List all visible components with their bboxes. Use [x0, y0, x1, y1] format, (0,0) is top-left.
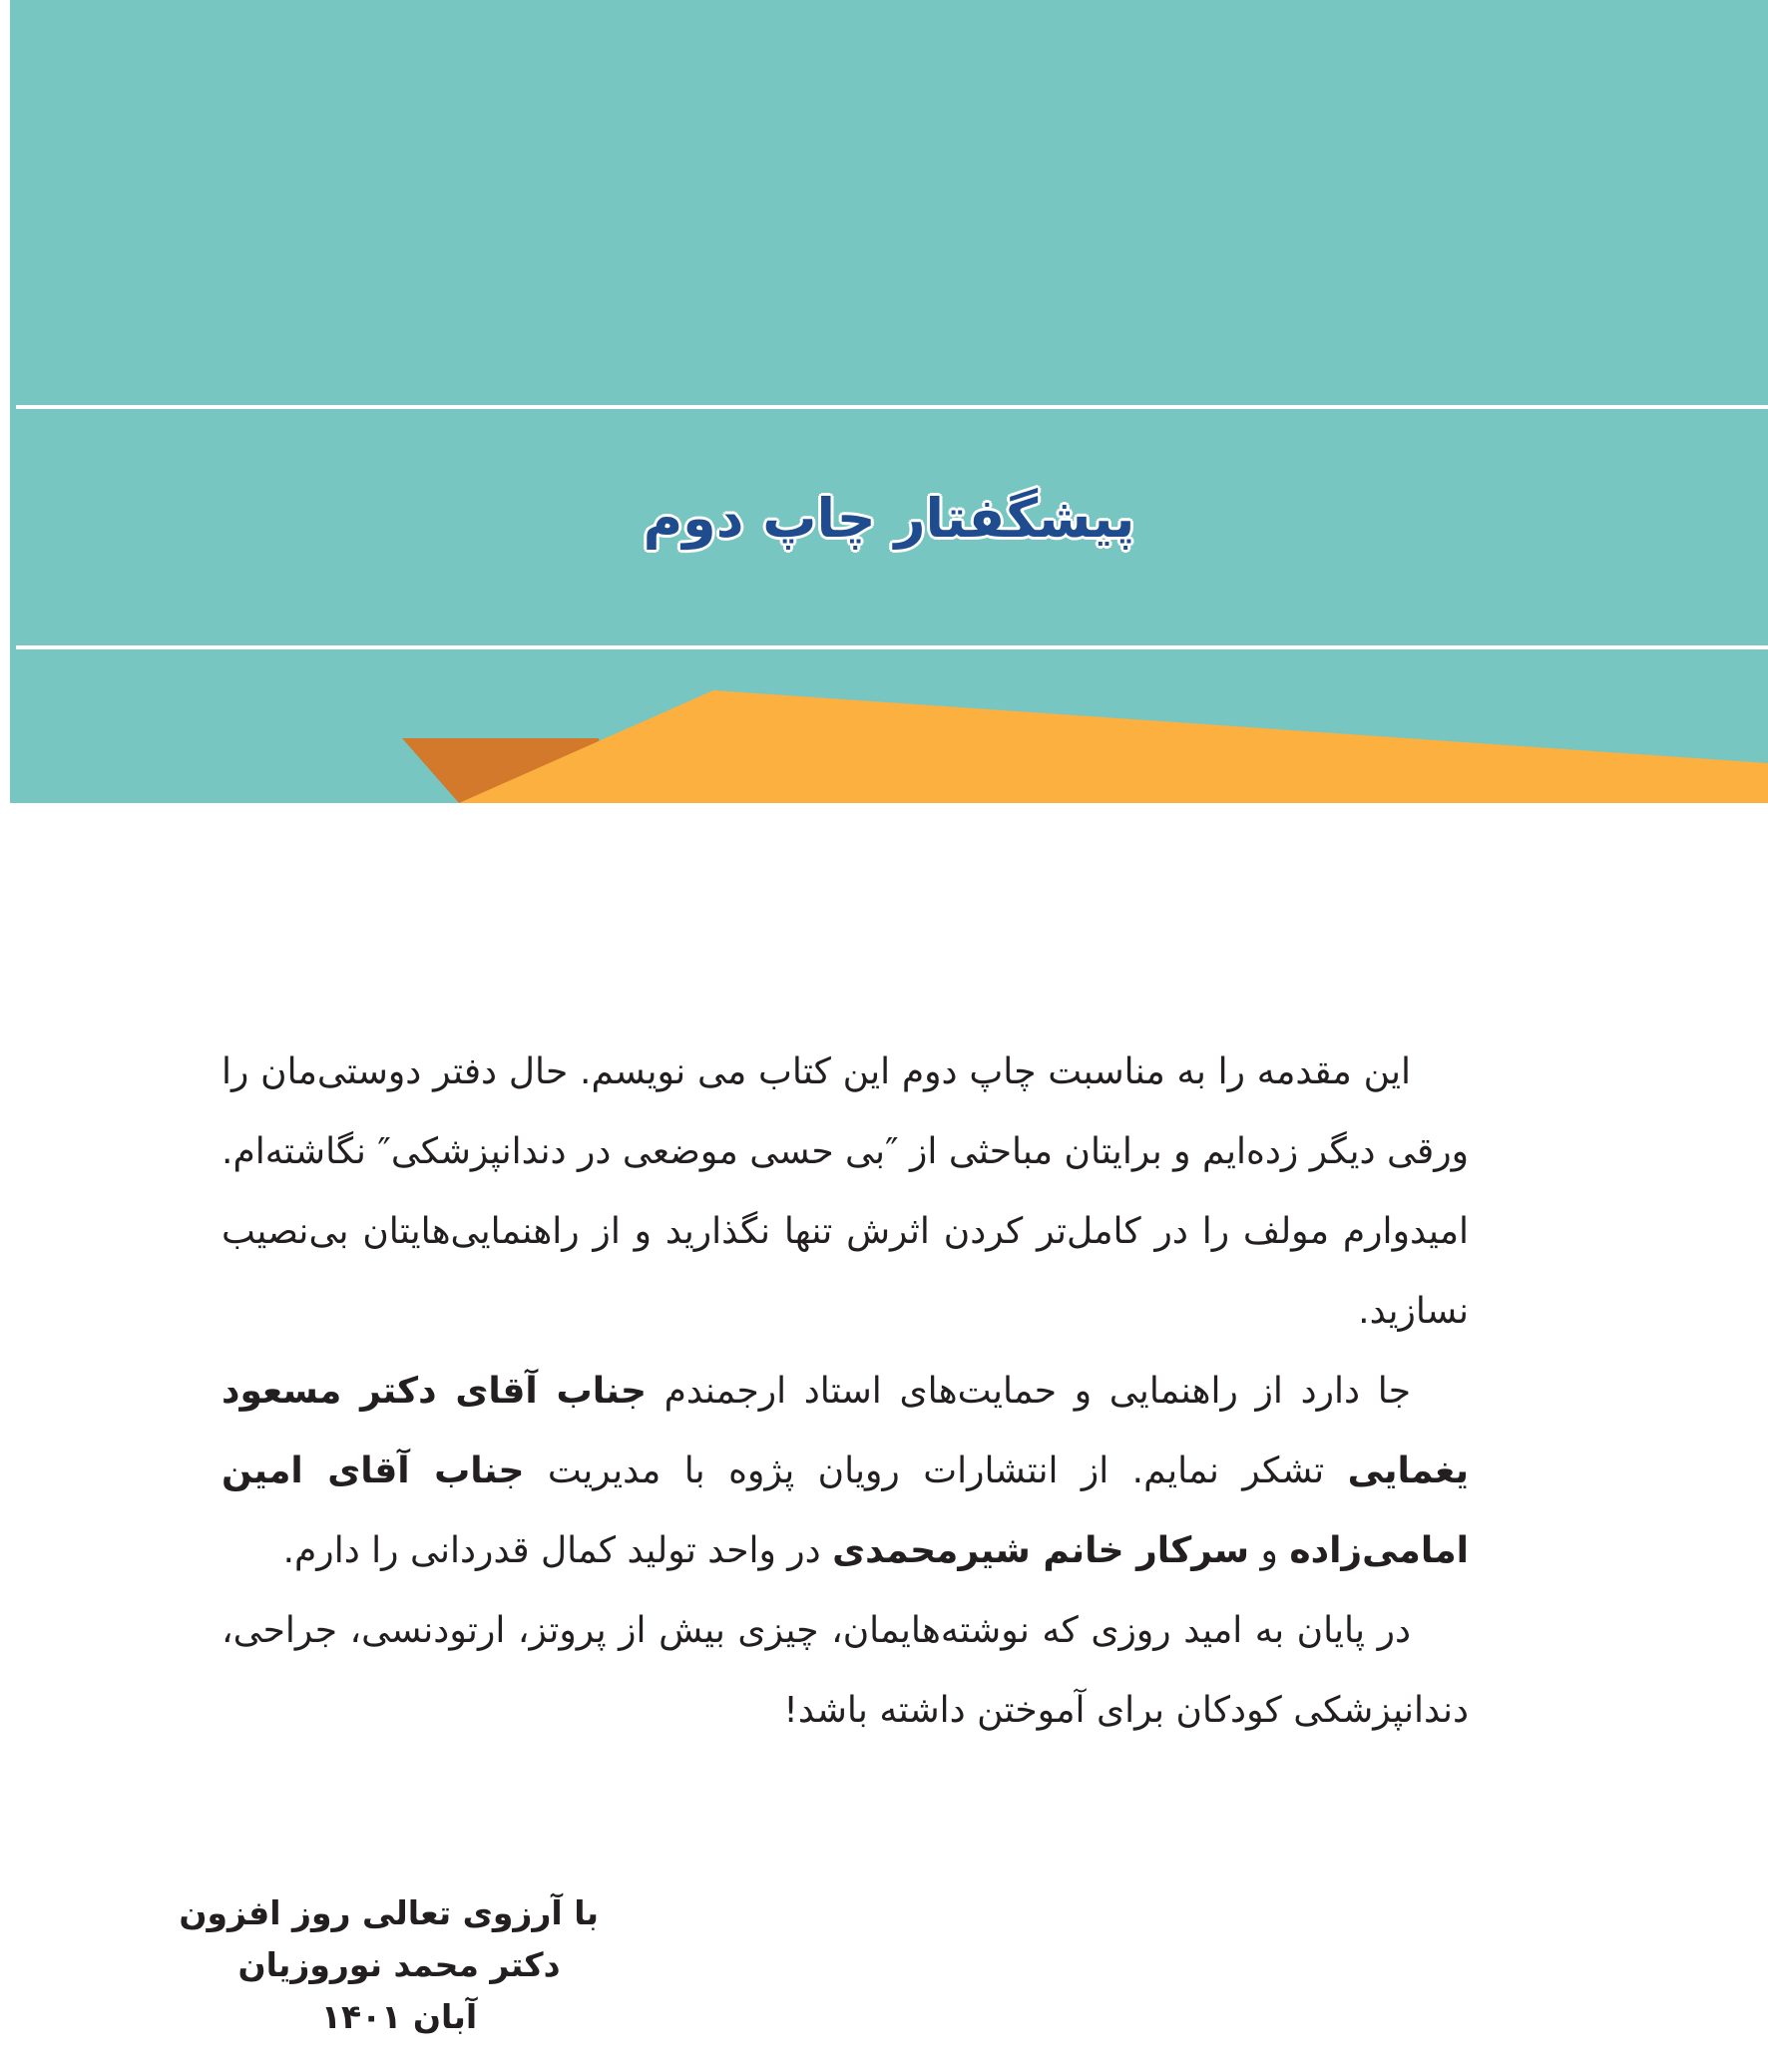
paragraph-2 — [221, 1352, 1469, 1591]
p2-text-4: در واحد تولید کمال قدردانی را دارم. — [282, 1530, 833, 1571]
paragraph-1: این مقدمه را به مناسبت چاپ دوم این کتاب می نویسم. حال دفتر دوستی‌مان را ورقی دیگر زده‌ایم و برایتان مباحثی از ″بی حسی موضعی در دندانپزشکی″ نگاشته‌ام. امیدوارم مولف را در کامل‌تر کردن اثرش تنها نگذارید و از راهنمایی‌هایتان بی‌نصیب نسازید. — [221, 1051, 1469, 1332]
header-decoration — [10, 0, 1768, 803]
p2-name-3: سرکار خانم شیرمحمدی — [832, 1530, 1250, 1571]
p2-name-1: جناب آقای دکتر مسعود یغمایی — [221, 1371, 1470, 1491]
signature-line-2: دکتر محمد نوروزیان — [237, 1945, 561, 1984]
bottom-divider — [16, 645, 1768, 649]
p2-text-1: جا دارد از راهنمایی و حمایت‌های استاد ارجمندم — [646, 1371, 1411, 1412]
p2-text-3: و — [1249, 1530, 1290, 1571]
preface-body — [221, 1033, 1469, 1751]
signature-block — [179, 1887, 599, 2043]
signature-line-1: با آرزوی تعالی روز افزون — [179, 1893, 599, 1932]
signature-date: آبان ۱۴۰۱ — [320, 1997, 478, 2036]
paragraph-3: در پایان به امید روزی که نوشته‌هایمان، چیزی بیش از پروتز، ارتودنسی، جراحی، دندانپزشکی کودکان برای آموختن داشته باشد! — [221, 1610, 1469, 1731]
p2-text-2: تشکر نمایم. از انتشارات رویان پژوه با مدیریت — [524, 1450, 1348, 1491]
top-divider — [16, 405, 1768, 409]
page-title: پیشگفتار چاپ دوم — [643, 487, 1135, 550]
header-band — [10, 0, 1768, 803]
p2-name-2: جناب آقای امین امامی‌زاده — [221, 1450, 1469, 1571]
orange-shape — [459, 690, 1768, 803]
